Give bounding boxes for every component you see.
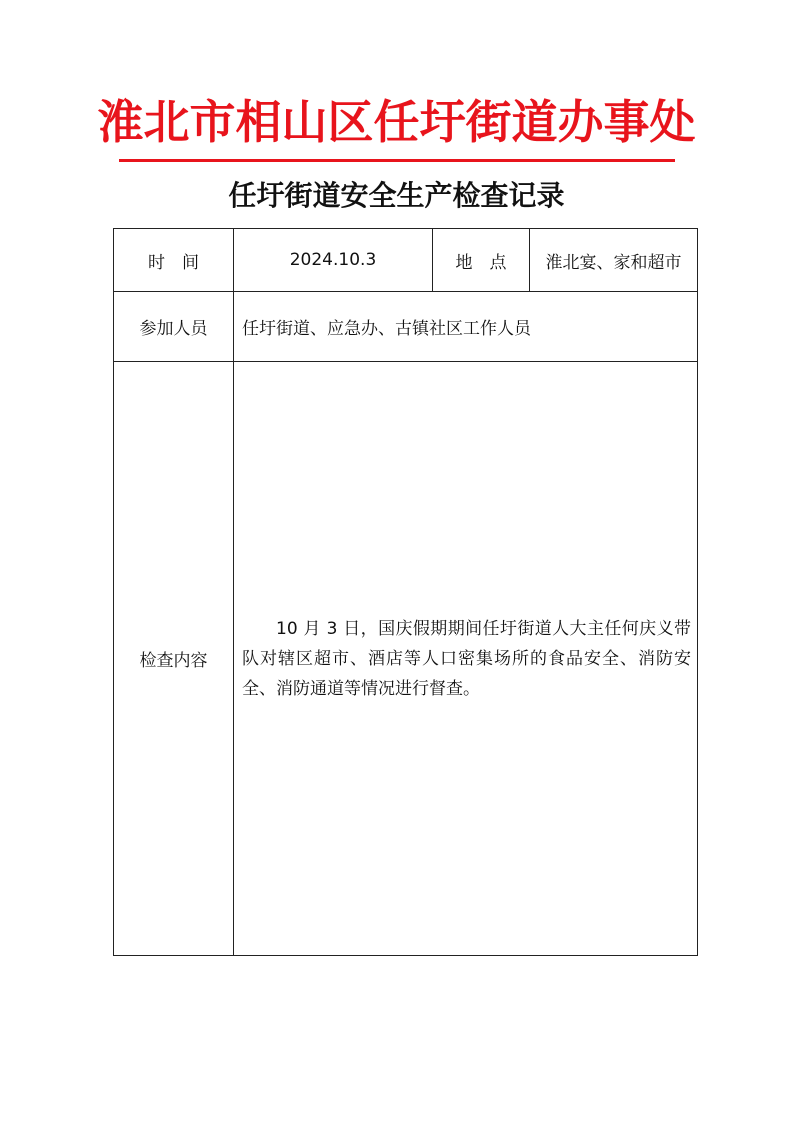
participants-value: 任圩街道、应急办、古镇社区工作人员	[234, 292, 698, 362]
issuing-organization-header: 淮北市相山区任圩街道办事处	[97, 95, 696, 149]
content-text: 10 月 3 日，国庆假期期间任圩街道人大主任何庆义带队对辖区超市、酒店等人口密集场所的食品安全、消防安全、消防通道等情况进行督查。	[242, 618, 691, 699]
content-row	[114, 362, 698, 956]
content-cell	[234, 362, 698, 956]
content-label: 检查内容	[114, 362, 234, 956]
participants-row	[114, 292, 698, 362]
inspection-record-table	[113, 228, 698, 956]
time-value: 2024.10.3	[234, 229, 433, 292]
participants-label: 参加人员	[114, 292, 234, 362]
time-label: 时 间	[114, 229, 234, 292]
time-place-row	[114, 229, 698, 292]
document-title: 任圩街道安全生产检查记录	[228, 179, 565, 212]
place-label: 地 点	[433, 229, 530, 292]
place-value: 淮北宴、家和超市	[530, 229, 698, 292]
red-header-divider	[119, 159, 675, 162]
